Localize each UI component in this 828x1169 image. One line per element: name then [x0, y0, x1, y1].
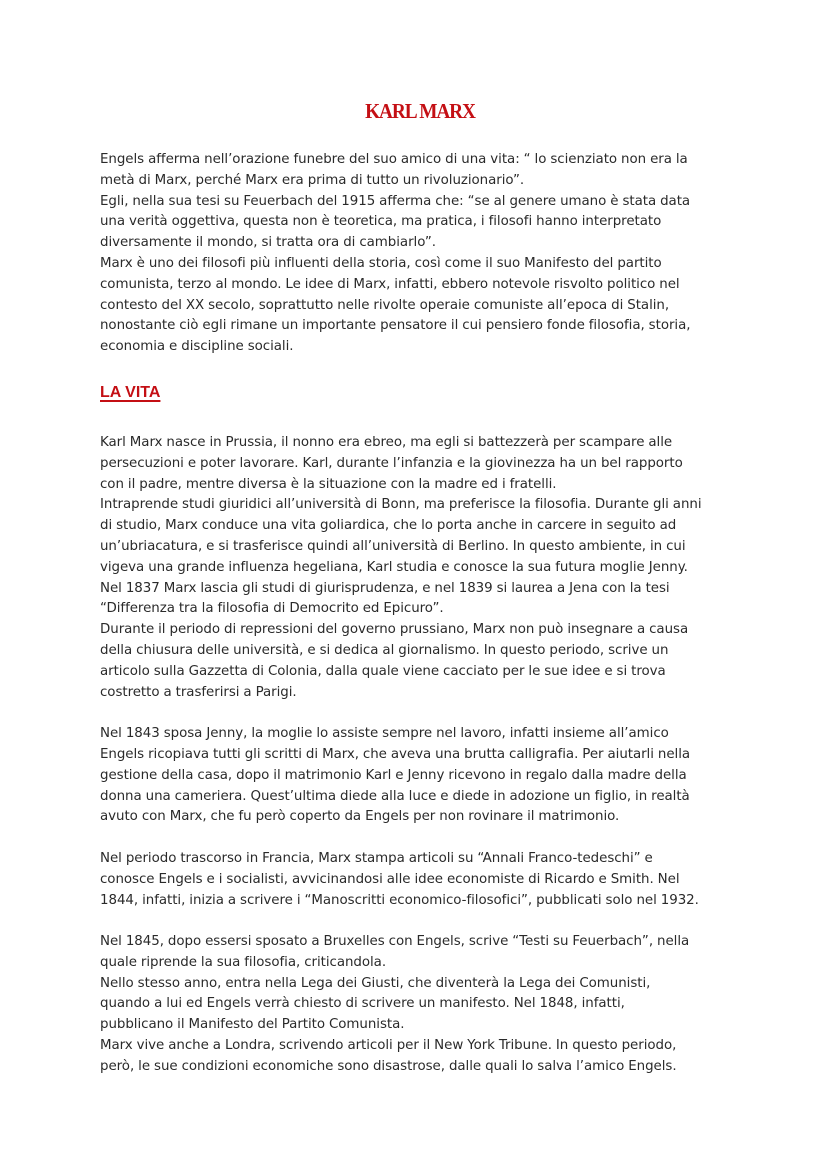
document-page [100, 98, 740, 1078]
spacer [100, 911, 740, 932]
text-line: Engels ricopiava tutti gli scritti di Marx, che aveva una brutta calligrafia. Per aiutarli nella [100, 746, 691, 762]
spacer [100, 828, 740, 849]
text-line: contesto del XX secolo, soprattutto nelle rivolte operaie comuniste all’epoca di Stalin, [100, 297, 670, 313]
text-line: quando a lui ed Engels verrà chiesto di scrivere un manifesto. Nel 1848, infatti, [100, 996, 625, 1012]
text-line: costretto a trasferirsi a Parigi. [100, 684, 297, 700]
text-line: Durante il periodo di repressioni del governo prussiano, Marx non può insegnare a causa [100, 622, 689, 638]
text-line: 1844, infatti, inizia a scrivere i “Manoscritti economico-filosofici”, pubblicati solo nel 1932. [100, 892, 699, 908]
text-line: diversamente il mondo, si tratta ora di cambiarlo”. [100, 235, 436, 251]
text-line: pubblicano il Manifesto del Partito Comunista. [100, 1017, 405, 1033]
text-line: Nello stesso anno, entra nella Lega dei Giusti, che diventerà la Lega dei Comunisti, [100, 975, 651, 991]
text-line: Marx vive anche a Londra, scrivendo articoli per il New York Tribune. In questo periodo, [100, 1038, 677, 1054]
text-line: però, le sue condizioni economiche sono disastrose, dalle quali lo salva l’amico Engels. [100, 1058, 677, 1074]
text-line: gestione della casa, dopo il matrimonio Karl e Jenny ricevono in regalo dalla madre della [100, 767, 687, 783]
intro-paragraph [100, 150, 740, 358]
text-line: Nel 1843 sposa Jenny, la moglie lo assiste sempre nel lavoro, infatti insieme all’amico [100, 726, 669, 742]
text-line: Egli, nella sua tesi su Feuerbach del 1915 afferma che: “se al genere umano è stata data [100, 193, 691, 209]
text-line: Engels afferma nell’orazione funebre del suo amico di una vita: “ lo scienziato non era la [100, 152, 688, 167]
text-line: Karl Marx nasce in Prussia, il nonno era ebreo, ma egli si battezzerà per scampare alle [100, 434, 673, 450]
spacer [100, 404, 740, 433]
text-line: avuto con Marx, che fu però coperto da Engels per non rovinare il matrimonio. [100, 809, 620, 825]
text-line: conosce Engels e i socialisti, avvicinandosi alle idee economiste di Ricardo e Smith. Nel [100, 871, 680, 887]
text-line: di studio, Marx conduce una vita goliardica, che lo porta anche in carcere in seguito ad [100, 518, 677, 534]
text-line: Intraprende studi giuridici all’università di Bonn, ma preferisce la filosofia. Durante gli anni [100, 497, 702, 513]
section-paragraph [100, 433, 740, 703]
text-line: metà di Marx, perché Marx era prima di tutto un rivoluzionario”. [100, 172, 525, 188]
section-paragraph [100, 724, 740, 828]
text-line: Nel 1837 Marx lascia gli studi di giurisprudenza, e nel 1839 si laurea a Jena con la tesi [100, 580, 670, 596]
document-title: KARL MARX [365, 99, 475, 123]
text-line: articolo sulla Gazzetta di Colonia, dalla quale viene cacciato per le sue idee e si trova [100, 663, 666, 679]
text-line: una verità oggettiva, questa non è teoretica, ma pratica, i filosofi hanno interpretato [100, 214, 662, 230]
text-line: donna una cameriera. Quest’ultima diede alla luce e diede in adozione un figlio, in realtà [100, 788, 690, 804]
text-line: con il padre, mentre diversa è la situazione con la madre ed i fratelli. [100, 476, 557, 492]
text-line: un’ubriacatura, e si trasferisce quindi all’università di Berlino. In questo ambiente, in cui [100, 538, 686, 554]
text-line: Nel periodo trascorso in Francia, Marx stampa articoli su “Annali Franco-tedeschi” e [100, 850, 653, 866]
section-heading-la-vita: LA VITA [100, 383, 161, 401]
text-line: “Differenza tra la filosofia di Democrito ed Epicuro”. [100, 601, 444, 617]
text-line: Nel 1845, dopo essersi sposato a Bruxelles con Engels, scrive “Testi su Feuerbach”, nella [100, 934, 690, 950]
text-line: Marx è uno dei filosofi più influenti della storia, così come il suo Manifesto del partito [100, 255, 662, 271]
section-paragraph [100, 932, 740, 1078]
spacer [100, 703, 740, 724]
text-line: economia e discipline sociali. [100, 339, 294, 355]
text-line: quale riprende la sua filosofia, criticandola. [100, 954, 387, 970]
text-line: comunista, terzo al mondo. Le idee di Marx, infatti, ebbero notevole risvolto politico nel [100, 276, 680, 292]
text-line: persecuzioni e poter lavorare. Karl, durante l’infanzia e la giovinezza ha un bel rapporto [100, 455, 683, 471]
text-line: nonostante ciò egli rimane un importante pensatore il cui pensiero fonde filosofia, storia, [100, 318, 691, 334]
section-paragraph [100, 849, 740, 911]
text-line: della chiusura delle università, e si dedica al giornalismo. In questo periodo, scrive un [100, 642, 669, 658]
text-line: vigeva una grande influenza hegeliana, Karl studia e conosce la sua futura moglie Jenny. [100, 559, 688, 575]
